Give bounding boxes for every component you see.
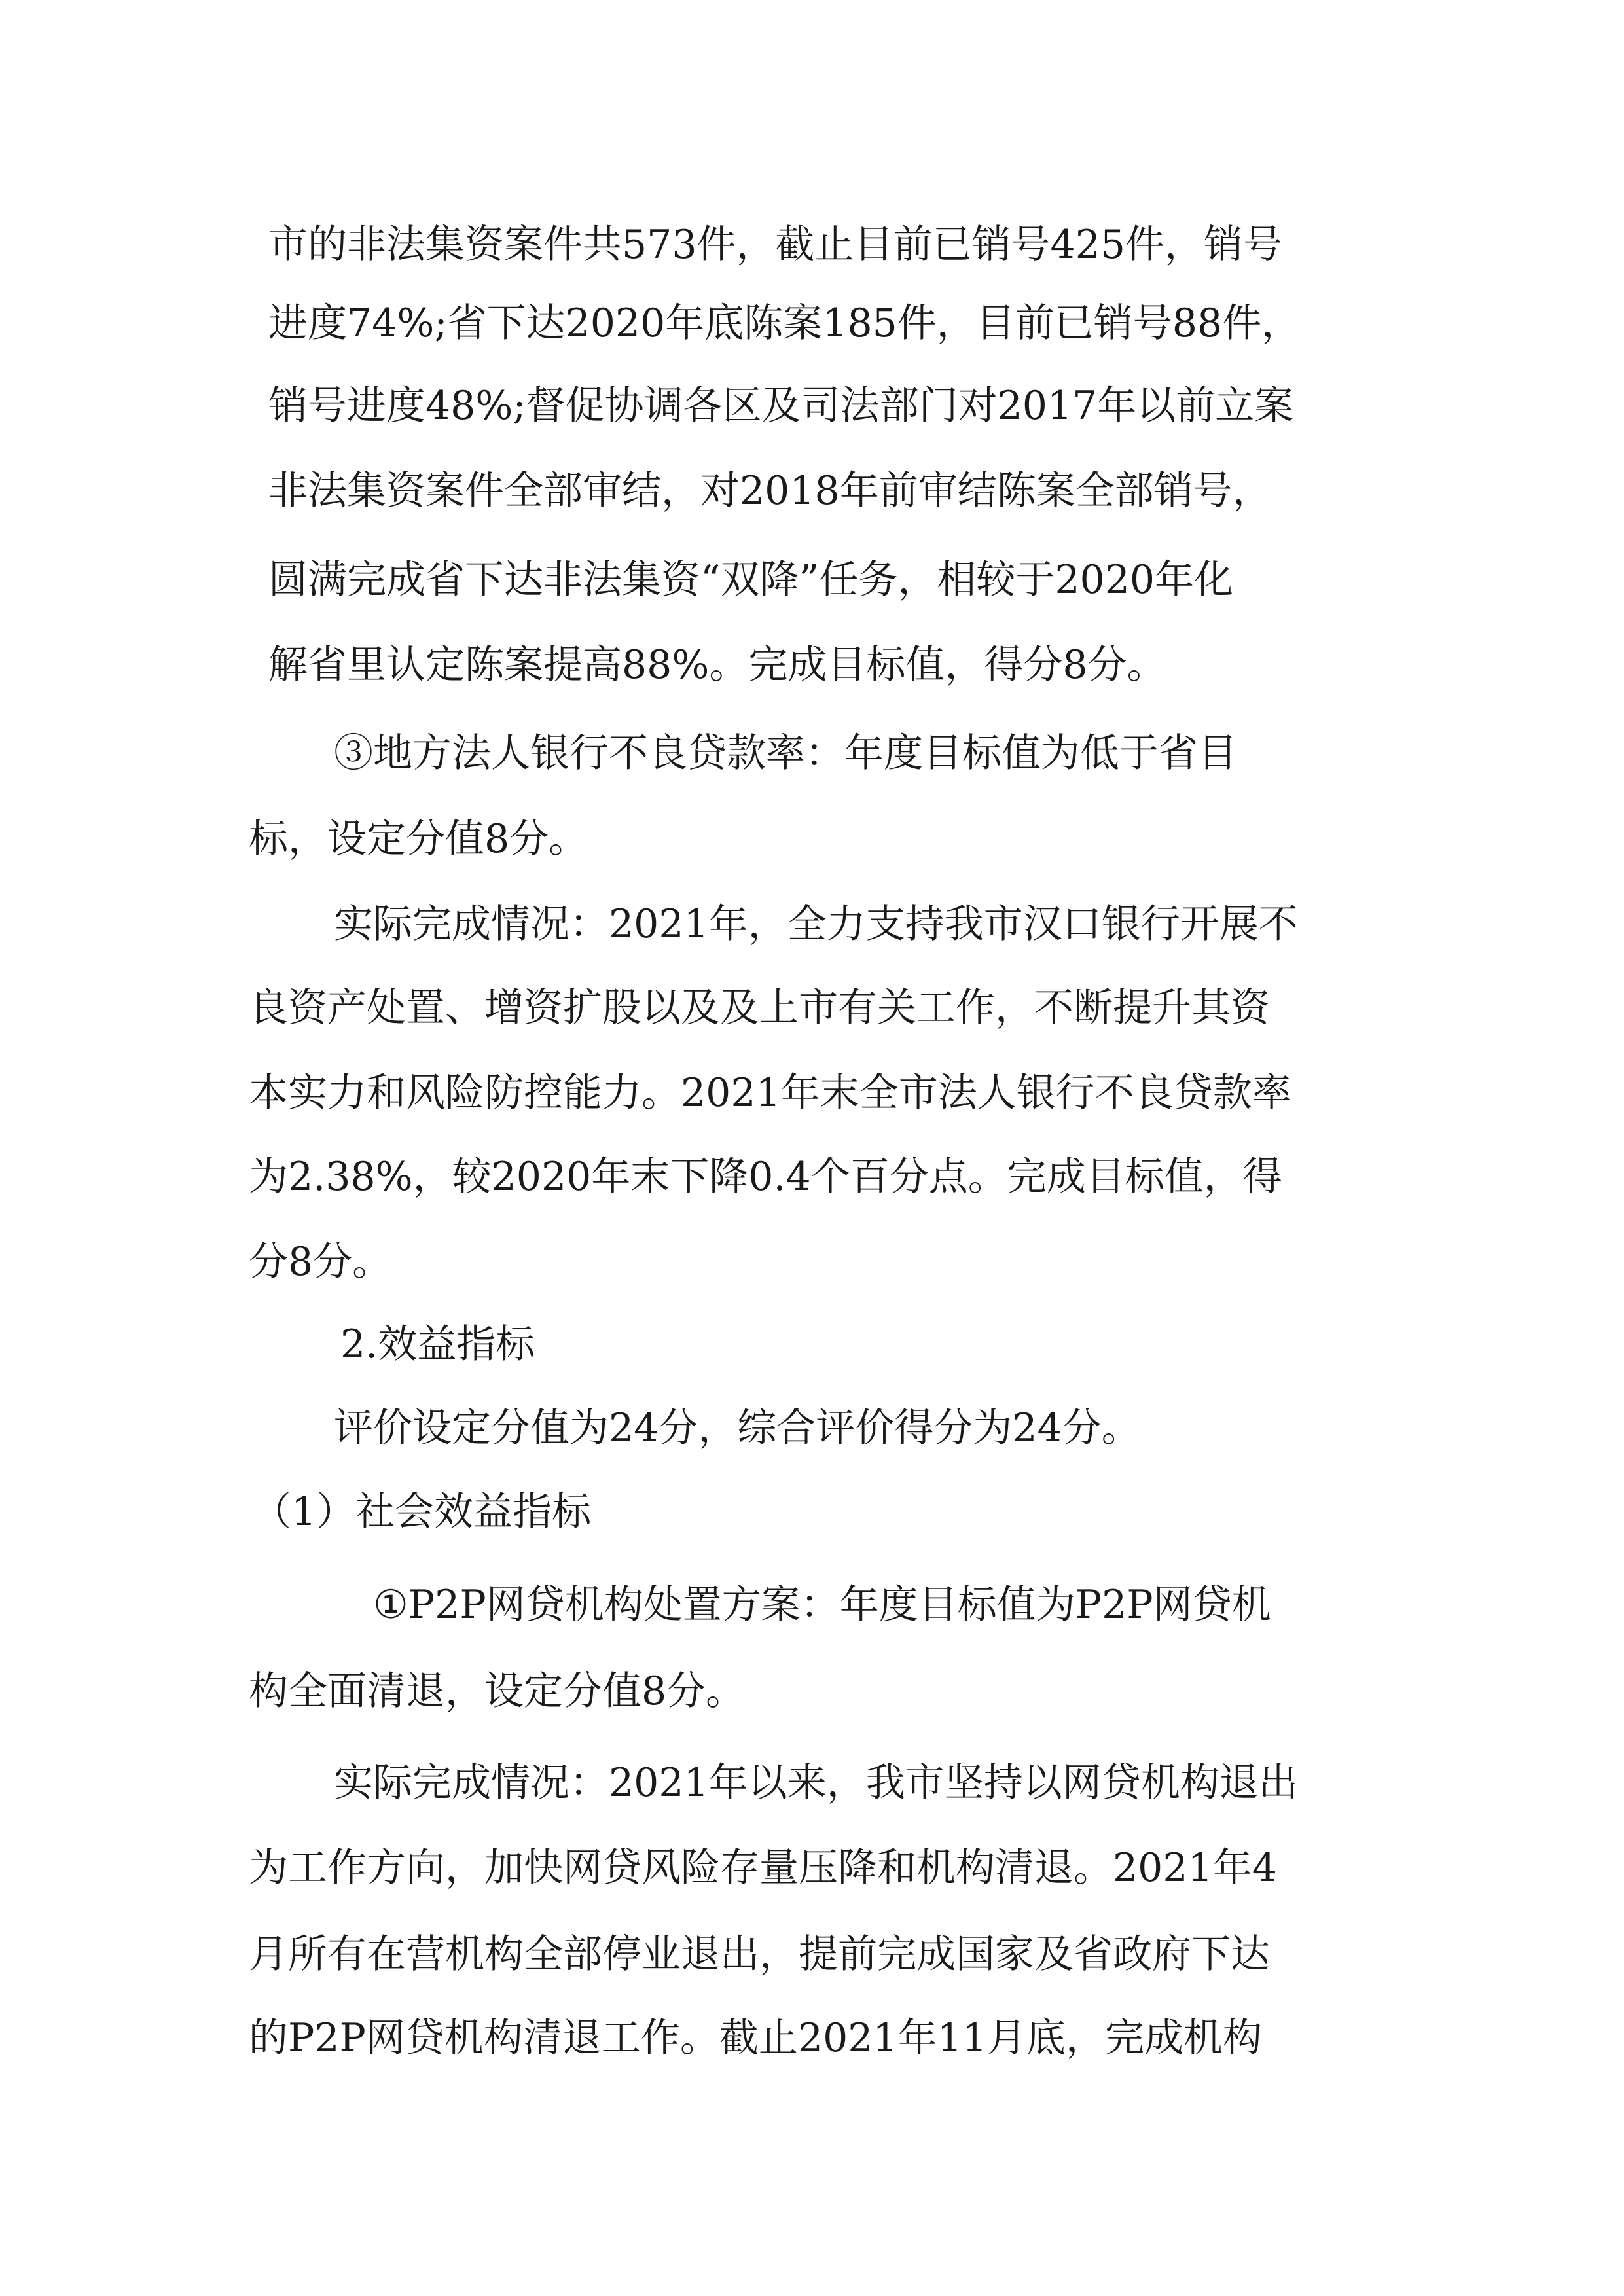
text-line-8: 标，设定分值8分。 (249, 816, 588, 862)
text-line-13: 分8分。 (249, 1239, 392, 1285)
text-line-19: 实际完成情况：2021年以来，我市坚持以网贷机构退出 (334, 1760, 1298, 1806)
text-line-10: 良资产处置、增资扩股以及及上市有关工作，不断提升其资 (249, 985, 1270, 1031)
text-line-21: 月所有在营机构全部停业退出，提前完成国家及省政府下达 (249, 1931, 1270, 1977)
text-line-2: 进度74%;省下达2020年底陈案185件，目前已销号88件， (268, 300, 1301, 346)
section-heading: 2.效益指标 (340, 1321, 535, 1367)
text-line-20: 为工作方向，加快网贷风险存量压降和机构清退。2021年4 (249, 1845, 1277, 1891)
text-line-9: 实际完成情况：2021年，全力支持我市汉口银行开展不 (334, 901, 1298, 947)
text-line-1: 市的非法集资案件共573件，截止目前已销号425件，销号 (268, 222, 1283, 268)
text-line-12: 为2.38%，较2020年末下降0.4个百分点。完成目标值，得 (249, 1154, 1282, 1200)
text-line-22: 的P2P网贷机构清退工作。截止2021年11月底，完成机构 (249, 2015, 1262, 2061)
text-line-4: 非法集资案件全部审结，对2018年前审结陈案全部销号， (268, 468, 1272, 514)
text-line-11: 本实力和风险防控能力。2021年末全市法人银行不良贷款率 (249, 1070, 1291, 1116)
text-line-6: 解省里认定陈案提高88%。完成目标值，得分8分。 (268, 642, 1166, 688)
text-line-5: 圆满完成省下达非法集资“双降”任务，相较于2020年化 (268, 557, 1234, 603)
text-line-3: 销号进度48%;督促协调各区及司法部门对2017年以前立案 (268, 383, 1294, 429)
text-line-18: 构全面清退，设定分值8分。 (249, 1668, 746, 1714)
subsection-heading: （1）社会效益指标 (252, 1489, 592, 1535)
text-line-7: ③地方法人银行不良贷款率：年度目标值为低于省目 (334, 730, 1237, 776)
text-line-15: 评价设定分值为24分，综合评价得分为24分。 (334, 1405, 1141, 1451)
text-line-17: ①P2P网贷机构处置方案：年度目标值为P2P网贷机 (373, 1582, 1271, 1628)
